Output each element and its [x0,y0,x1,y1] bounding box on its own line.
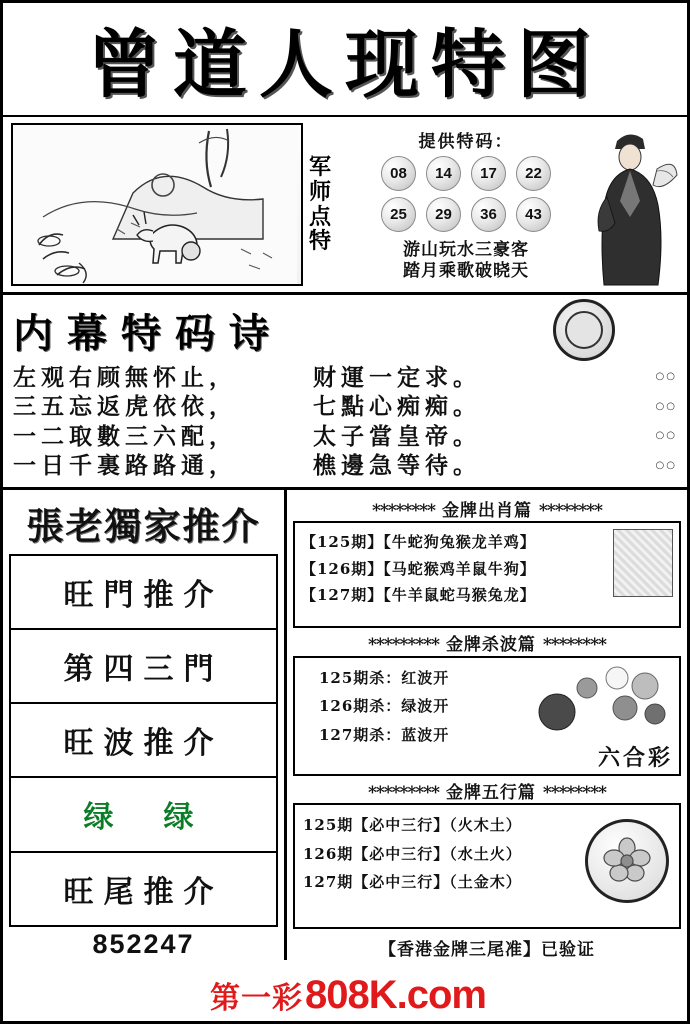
round-seal-icon [553,299,615,361]
zhang-row: 旺波推介 [11,704,276,778]
code-ball: 14 [426,156,461,191]
hero-illustration [11,123,303,286]
section1-box [293,521,681,628]
poem-dots: ○○ [655,459,677,471]
code-ball: 29 [426,197,461,232]
liuhe-label: 六合彩 [597,744,673,771]
poem-line-left: 一二取數三六配， [13,422,237,450]
section3-box [293,803,681,929]
poem-line-right: 樵邊急等待。 [313,452,481,480]
page-title: 曾道人现特图 [87,22,603,108]
section1-row: 【125期】【牛蛇狗兔猴龙羊鸡】 [301,533,536,552]
watermark-left: 第一彩 [210,981,303,1016]
watermark-right: 808K.com [305,972,486,1017]
poem-dots: ○○ [655,371,677,383]
section3-row: 127期【必中三行】（土金木） [303,873,522,892]
section2-row: 127期杀：蓝波开 [319,725,450,744]
code-ball: 36 [471,197,506,232]
section3-stars-left: ********* [368,782,440,803]
poem-line-right: 七點心痴痴。 [313,393,481,421]
code-ball: 25 [381,197,416,232]
section3-row: 125期【必中三行】（火木土） [303,816,522,835]
zhang-table [9,554,278,927]
ball-row-2 [381,197,551,232]
lucky-number: 852247 [92,928,195,959]
section2-stars-left: ********* [368,635,440,656]
poem-line-left: 一日千裏路路通， [13,452,237,480]
flower-icon [599,833,655,889]
section2-stars-right: ******** [542,635,606,656]
section1-row: 【127期】【牛羊鼠蛇马猴兔龙】 [301,585,536,604]
zhang-row: 第四三門 [11,630,276,704]
stamp-artwork-icon [613,529,673,597]
code-ball: 17 [471,156,506,191]
section2-row: 125期杀：红波开 [319,668,450,687]
page-title-bar [3,3,687,117]
section2-banner [293,628,681,656]
section3-stars-right: ******** [542,782,606,803]
code-ball: 08 [381,156,416,191]
poem-line-left: 三五忘返虎依依， [13,393,237,421]
section1-banner [293,494,681,522]
poem-dots: ○○ [655,430,677,442]
hero-side-label: 军师点特 [309,154,332,255]
section1-title: 金牌出肖篇 [442,500,532,521]
section3-title: 金牌五行篇 [445,782,536,803]
code-ball: 22 [516,156,551,191]
watermark [3,969,690,1021]
hero-poem-line-1: 游山玩水三豪客 [403,240,529,260]
zhang-row: 绿 绿 [11,778,276,852]
section2-title: 金牌杀波篇 [445,635,536,656]
poem-line-right: 太子當皇帝。 [313,422,481,450]
hero-poem-line-2: 踏月乘歌破晓天 [403,261,529,282]
hero-band [3,117,687,295]
special-codes-panel [355,123,577,286]
poem-line [13,422,677,451]
poem-line [13,363,677,392]
codes-title: 提供特码： [418,132,514,152]
verification-footer: 【香港金牌三尾准】已验证 [379,939,595,960]
seal-inner-icon [565,311,603,349]
zhang-row: 旺門推介 [11,556,276,630]
section2-box [293,656,681,776]
poem-line [13,392,677,421]
poem-title: 内幕特码诗 [13,309,283,357]
poem-line-left: 左观右顾無怀止， [13,364,237,391]
zhang-title: 張老獨家推介 [26,503,261,548]
stamp-image [613,529,673,597]
poem-dots: ○○ [655,400,677,412]
zhang-recommend-column [3,490,287,960]
section1-stars-left: ******** [371,500,436,521]
section2-row: 126期杀：绿波开 [319,697,450,716]
section1-stars-right: ******** [538,500,603,521]
flower-emblem-icon [585,819,669,903]
poem-lines [13,363,677,481]
inside-poem-section [3,295,687,490]
section3-row: 126期【必中三行】（水土火） [303,844,522,863]
ball-row-1 [381,156,551,191]
code-ball: 43 [516,197,551,232]
hero-poem [403,240,529,283]
section1-row: 【126期】【马蛇猴鸡羊鼠牛狗】 [301,559,536,578]
gold-sections-column [287,490,687,960]
poem-header [13,299,677,361]
poem-line [13,451,677,480]
bottom-area [3,490,687,960]
hero-figure [583,123,679,286]
robed-immortal-figure-svg [583,123,679,289]
zhang-row: 旺尾推介 [63,874,224,910]
poem-line-right: 财運一定求。 [313,364,481,391]
section3-banner [293,776,681,804]
landscape-donkey-drawing-svg [13,125,297,286]
